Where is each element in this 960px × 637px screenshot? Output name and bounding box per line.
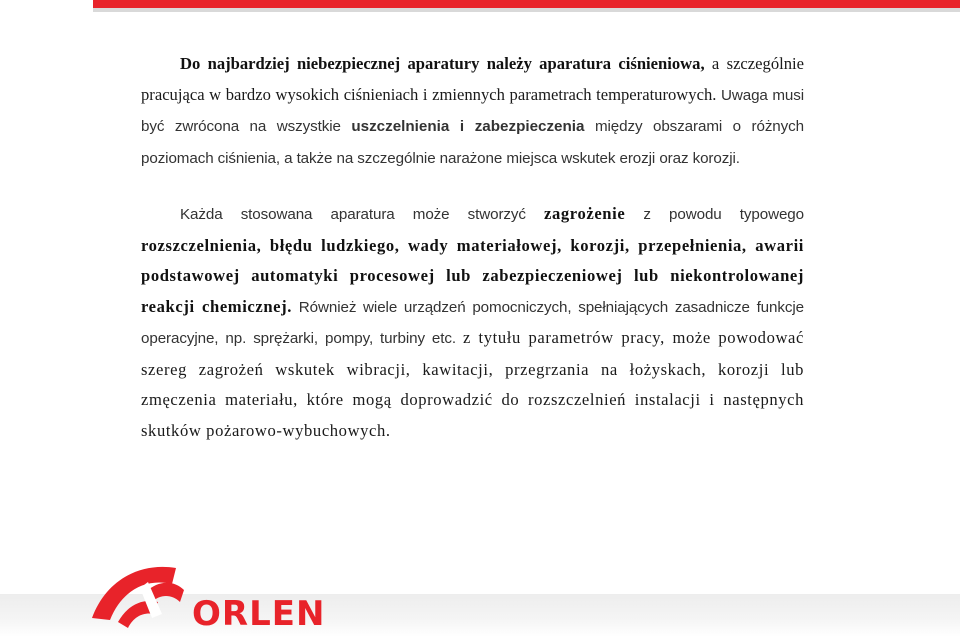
p2-bold-hazard: zagrożenie xyxy=(544,204,626,223)
p2-lead: Każda stosowana aparatura może stworzyć xyxy=(180,206,545,223)
p2-bold-causes: rozszczelnienia, błędu ludzkiego, wady materiałowej, korozji, przepełnienia, awarii podstawowej automatyki procesowej lub zabezpieczeniowej lub niekontrolowanej reakcji chemicznej. xyxy=(141,235,804,316)
p1-text: a szczególnie pracująca w bardzo wysokich ciśnieniach i zmiennych parametrach temperaturowych. xyxy=(141,54,805,104)
top-accent-bar-shadow xyxy=(93,8,960,12)
p2-text-3: z tytułu parametrów pracy, może powodować szereg zagrożeń wskutek wibracji, kawitacji, przegrzania na łożyskach, korozji lub zmęczenia materiału, które mogą doprowadzić do rozszczelnień instalacji i następnych skutków pożarowo-wybuchowych. xyxy=(141,328,804,440)
orlen-logo xyxy=(88,558,348,637)
p2-text: z powodu typowego xyxy=(625,206,804,223)
p1-bold-lead: Do najbardziej niebezpiecznej aparatury należy aparatura ciśnieniowa, xyxy=(180,54,705,73)
top-accent-bar xyxy=(93,0,960,8)
p1-sentence-2: Uwaga musi być zwrócona na wszystkie xyxy=(141,86,804,135)
orlen-logo-text: ORLEN xyxy=(192,594,326,634)
p2-text-2: Również wiele urządzeń pomocniczych, spełniających zasadnicze funkcje operacyjne, np. sprężarki, pompy, turbiny etc. xyxy=(141,298,804,347)
paragraph-2 xyxy=(141,199,804,446)
p1-sentence-2-end: między obszarami o różnych poziomach ciśnienia, a także na szczególnie narażone miejsca wskutek erozji oraz korozji. xyxy=(141,118,804,167)
orlen-eagle-icon xyxy=(88,558,198,637)
p1-bold-seals: uszczelnienia i zabezpieczenia xyxy=(351,118,585,135)
paragraph-1 xyxy=(141,49,804,174)
